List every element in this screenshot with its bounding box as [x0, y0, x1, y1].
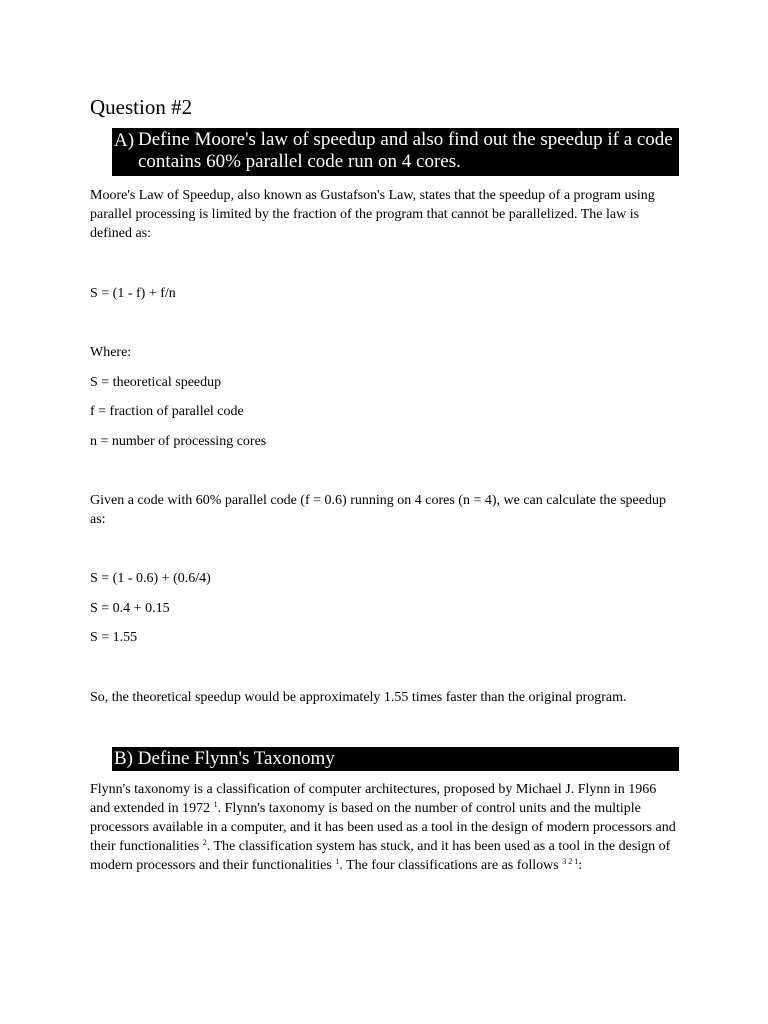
paragraph-text: . The four classifications are as follows [339, 858, 559, 873]
calculation-step: S = 0.4 + 0.15 [90, 601, 170, 616]
paragraph-text: . Flynn's taxonomy is based on the number of control units and the multiple processors available in a computer, and it has been used as a tool in the design of modern processors and their functionalities [90, 801, 676, 854]
definition-item: S = theoretical speedup [90, 375, 222, 390]
question-title: Question #2 [90, 95, 193, 119]
citation: 1 [213, 800, 218, 809]
speedup-formula: S = (1 - f) + f/n [90, 286, 176, 301]
citation: 2 [202, 838, 207, 847]
conclusion: So, the theoretical speedup would be approximately 1.55 times faster than the original program. [90, 690, 627, 705]
paragraph-text: . The classification system has stuck, and it has been used as a tool in the design of modern processors and their functionalities [90, 839, 671, 873]
part-b-heading-banner [112, 747, 679, 771]
part-a-marker: A) [114, 130, 135, 151]
definition-item: f = fraction of parallel code [90, 404, 244, 419]
where-label: Where: [90, 345, 132, 360]
flynns-taxonomy-paragraph [90, 780, 680, 875]
part-a-heading-banner [112, 128, 679, 176]
definition-item: n = number of processing cores [90, 434, 267, 449]
moores-law-intro: Moore's Law of Speedup, also known as Gustafson's Law, states that the speedup of a program using parallel processing is limited by the fraction of the program that cannot be parallelized. The law is defined as: [90, 188, 655, 241]
citation: 1 [335, 857, 340, 866]
paragraph-text: Flynn's taxonomy is a classification of computer architectures, proposed by Michael J. Flynn in 1966 and extended in 1972 [90, 782, 657, 816]
calculation-step: S = (1 - 0.6) + (0.6/4) [90, 571, 211, 586]
citation: 3 2 1 [562, 857, 579, 866]
calculation-step: S = 1.55 [90, 630, 138, 645]
paragraph-text: : [578, 858, 583, 873]
part-b-heading: B) Define Flynn's Taxonomy [114, 748, 335, 769]
part-a-heading: Define Moore's law of speedup and also find out the speedup if a code contains 60% parallel code run on 4 cores. [138, 129, 673, 172]
given-statement: Given a code with 60% parallel code (f = 0.6) running on 4 cores (n = 4), we can calculate the speedup as: [90, 493, 666, 527]
